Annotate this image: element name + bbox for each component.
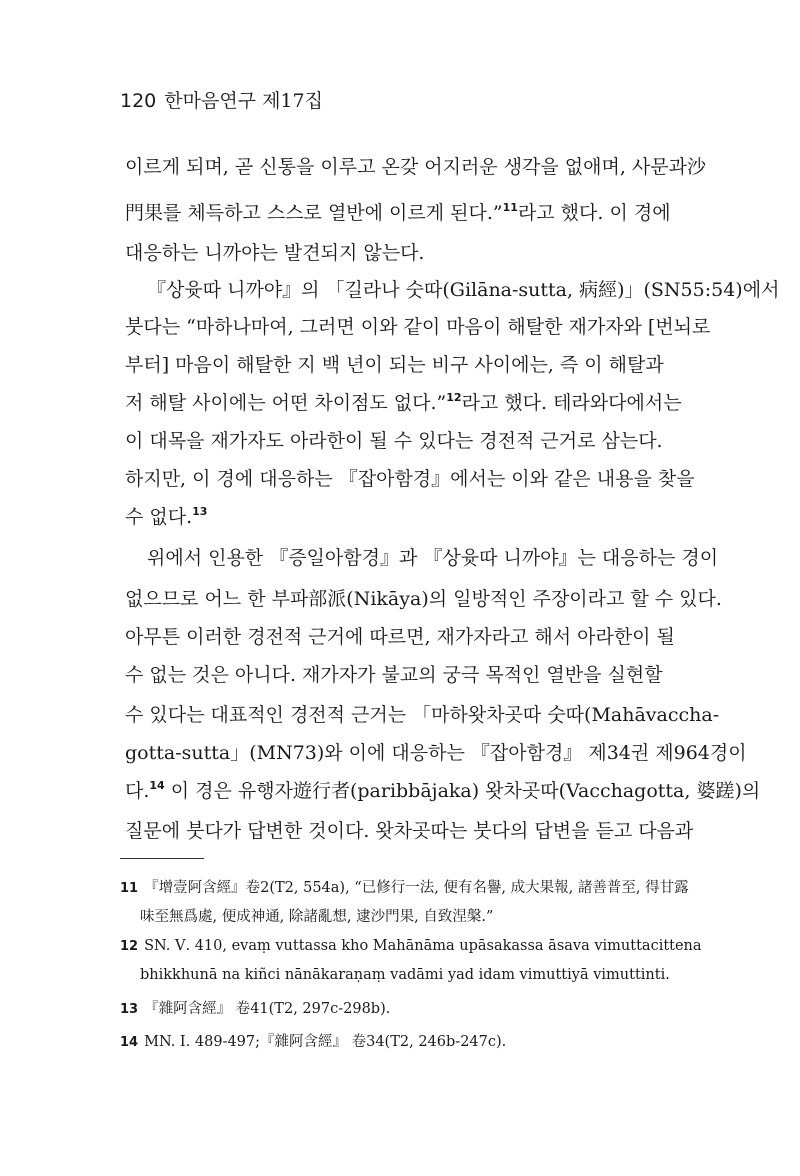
footnote-ref[interactable]: 14 — [149, 779, 165, 792]
footnote — [120, 938, 702, 954]
footnote-separator — [120, 858, 204, 859]
body-line: 저 해탈 사이에는 어떤 차이점도 없다.”$^{12}$라고 했다. 테라와다에서는 — [125, 391, 682, 414]
journal-title: 한마음연구 제17집 — [164, 90, 323, 112]
footnote — [120, 997, 675, 1018]
footnote-number: 12 — [120, 939, 139, 954]
footnote-text: 『雜阿含經』 卷41(T2, 297c-298b). — [144, 1001, 391, 1017]
footnote-ref[interactable]: 12 — [446, 391, 462, 404]
footnote — [120, 876, 689, 897]
footnote-continuation: bhikkhunā na kiñci nānākaraṇaṃ vadāmi yad idam vimuttiyā vimuttinti. — [140, 967, 670, 983]
footnote — [120, 1030, 675, 1051]
page-number: 120 — [120, 90, 157, 112]
body-line: 대응하는 니까야는 발견되지 않는다. — [125, 242, 425, 264]
footnote-number: 13 — [120, 1002, 139, 1017]
body-line: 붓다는 “마하나마여, 그러면 이와 같이 마음이 해탈한 재가자와 [번뇌로 — [125, 316, 711, 338]
body-line: 다.$^{14}$ 이 경은 유행자遊行者(paribbājaka) 왓차곳따(Vacchagotta, 婆蹉)의 — [125, 779, 761, 802]
body-line: 수 없다.$^{13}$ — [125, 505, 208, 528]
footnote-number: 14 — [120, 1035, 139, 1050]
body-line: 수 없는 것은 아니다. 재가자가 불교의 궁극 목적인 열반을 실현할 — [125, 664, 663, 686]
body-line: gotta-sutta」(MN73)와 이에 대응하는 『잡아함경』 제34권 제964경이 — [125, 742, 747, 764]
footnote-number: 11 — [120, 881, 139, 896]
body-line: 없으므로 어느 한 부파部派(Nikāya)의 일방적인 주장이라고 할 수 있다. — [125, 588, 722, 610]
footnote-ref[interactable]: 11 — [502, 201, 518, 214]
body-line: 門果를 체득하고 스스로 열반에 이르게 된다.”$^{11}$라고 했다. 이 경에 — [125, 201, 671, 224]
body-line: 이 대목을 재가자도 아라한이 될 수 있다는 경전적 근거로 삼는다. — [125, 430, 663, 452]
body-line: 아무튼 이러한 경전적 근거에 따르면, 재가자라고 해서 아라한이 될 — [125, 626, 675, 648]
footnote-ref[interactable]: 13 — [192, 505, 208, 518]
running-header — [120, 86, 323, 113]
paragraph-start-line: 『상윳따 니까야』의 「길라나 숫따(Gilāna-sutta, 病經)」(SN55:54)에서 — [147, 279, 780, 301]
paragraph-start-line: 위에서 인용한 『증일아함경』과 『상윳따 니까야』는 대응하는 경이 — [147, 547, 719, 569]
body-line: 질문에 붓다가 답변한 것이다. 왓차곳따는 붓다의 답변을 듣고 다음과 — [125, 820, 694, 842]
footnote-continuation: 味至無爲處, 便成神通, 除諸亂想, 逮沙門果, 自致涅槃.” — [140, 909, 494, 925]
footnote-text: SN. Ⅴ. 410, evaṃ vuttassa kho Mahānāma upāsakassa āsava vimuttacittena — [144, 938, 702, 954]
body-line: 부터] 마음이 해탈한 지 백 년이 되는 비구 사이에는, 즉 이 해탈과 — [125, 354, 664, 376]
body-line: 하지만, 이 경에 대응하는 『잡아함경』에서는 이와 같은 내용을 찾을 — [125, 468, 695, 490]
body-line: 수 있다는 대표적인 경전적 근거는 「마하왓차곳따 숫따(Mahāvaccha- — [125, 704, 720, 726]
footnote-text: MN. Ⅰ. 489-497;『雜阿含經』 卷34(T2, 246b-247c). — [144, 1034, 507, 1050]
footnote-text: 『增壹阿含經』卷2(T2, 554a), “已修行一法, 便有名譽, 成大果報, 諸善普至, 得甘露 — [144, 880, 689, 896]
body-line: 이르게 되며, 곧 신통을 이루고 온갖 어지러운 생각을 없애며, 사문과沙 — [125, 156, 706, 178]
